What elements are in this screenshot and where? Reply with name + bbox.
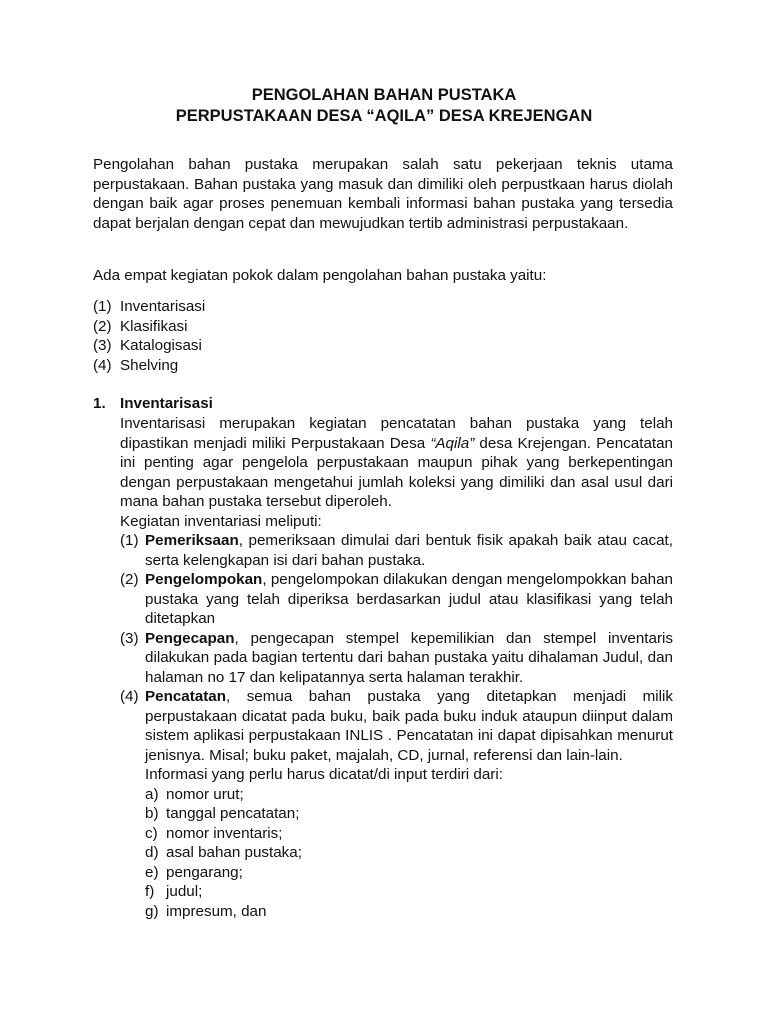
info-list-item (145, 843, 673, 863)
info-item-text: pengarang; (166, 863, 243, 881)
info-item-letter: e) (145, 863, 159, 881)
list-item (93, 356, 205, 376)
activities-intro-paragraph: Ada empat kegiatan pokok dalam pengolahan bahan pustaka yaitu: (93, 267, 547, 284)
info-item-text: judul; (166, 883, 203, 900)
info-item-text: asal bahan pustaka; (166, 844, 302, 861)
activity-number: (3) (120, 629, 139, 647)
list-item (93, 297, 205, 317)
activity-item (120, 687, 673, 765)
section-paragraph (120, 414, 673, 512)
document-subtitle: PERPUSTAKAAN DESA “AQILA” DESA KREJENGAN (175, 107, 593, 125)
info-list-item (145, 804, 673, 824)
activity-item (120, 629, 673, 688)
library-name-emphasis: “Aqila” (430, 434, 475, 452)
info-item-letter: c) (145, 824, 158, 842)
section-body (120, 414, 673, 921)
info-list-item (145, 902, 673, 922)
section-heading: Inventarisasi (120, 395, 213, 412)
info-item-letter: b) (145, 805, 159, 822)
info-item-text: impresum, dan (166, 902, 267, 920)
info-item-letter: f) (145, 883, 155, 900)
activity-term: Pemeriksaan (145, 532, 239, 549)
section-paragraph-part: desa Krejengan. Pencatatan ini penting agar pengelola perpustakaan maupun pihak yang berkepentingan dengan perpustakaan mengetahui jumlah koleksi yang dimiliki dan asal usul dari mana bahan pustaka tersebut diperoleh. (120, 434, 673, 510)
list-item-text: Katalogisasi (120, 337, 202, 354)
list-item-number: (3) (93, 337, 112, 354)
info-list-item (145, 785, 673, 805)
main-activities-list (93, 297, 205, 375)
info-item-text: nomor inventaris; (166, 824, 283, 842)
intro-paragraph: Pengolahan bahan pustaka merupakan salah satu pekerjaan teknis utama perpustakaan. Bahan pustaka yang masuk dan dimiliki oleh perpustkaan harus diolah dengan baik agar proses penemuan kembali informasi bahan pustaka yang tersedia dapat berjalan dengan cepat dan mewujudkan tertib administrasi perpustakaan. (93, 156, 673, 232)
info-item-text: tanggal pencatatan; (166, 805, 300, 822)
list-item (93, 336, 205, 356)
activity-number: (2) (120, 571, 139, 588)
info-item-letter: a) (145, 785, 159, 803)
info-list-item (145, 863, 673, 883)
info-item-letter: d) (145, 844, 159, 861)
list-item-number: (1) (93, 298, 112, 315)
section-paragraph-part: Inventarisasi merupakan kegiatan pencatatan bahan pustaka yang telah dipastikan menjadi miliki Perpustakaan Desa (120, 415, 673, 452)
list-item-text: Klasifikasi (120, 317, 188, 335)
activity-text: , pengelompokan dilakukan dengan mengelompokkan bahan pustaka yang telah diperiksa berdasarkan judul atau klasifikasi yang telah ditetapkan (145, 571, 673, 627)
info-list (120, 785, 673, 922)
activity-term: Pengelompokan (145, 571, 263, 588)
activity-term: Pengecapan (145, 629, 235, 647)
info-item-text: nomor urut; (166, 785, 244, 803)
list-item (93, 317, 205, 337)
activity-term: Pencatatan (145, 688, 227, 705)
info-list-item (145, 824, 673, 844)
document-title: PENGOLAHAN BAHAN PUSTAKA (251, 86, 517, 104)
activity-text: , pengecapan stempel kepemilikian dan stempel inventaris dilakukan pada bagian tertentu dari bahan pustaka yaitu dihalaman Judul, dan halaman no 17 dan kelipatannya serta halaman terakhir. (145, 629, 673, 686)
section-number: 1. (93, 395, 106, 412)
info-item-letter: g) (145, 902, 159, 920)
list-item-number: (4) (93, 356, 112, 374)
activity-item (120, 570, 673, 629)
activity-number: (1) (120, 532, 139, 549)
info-intro: Informasi yang perlu harus dicatat/di input terdiri dari: (145, 766, 503, 783)
activity-text: , pemeriksaan dimulai dari bentuk fisik apakah baik atau cacat, serta kelengkapan isi dari bahan pustaka. (145, 532, 673, 569)
activities-intro: Kegiatan inventariasi meliputi: (120, 512, 322, 530)
activity-item (120, 531, 673, 570)
activity-text: , semua bahan pustaka yang ditetapkan menjadi milik perpustakaan dicatat pada buku, baik pada buku induk ataupun diinput dalam sistem aplikasi perpustakaan INLIS . Pencatatan ini dapat dipisahkan menurut jenisnya. Misal; buku paket, majalah, CD, jurnal, referensi dan lain-lain. (145, 688, 673, 764)
list-item-text: Inventarisasi (120, 298, 206, 315)
list-item-text: Shelving (120, 356, 179, 374)
info-list-item (145, 882, 673, 902)
activity-number: (4) (120, 688, 139, 705)
list-item-number: (2) (93, 317, 112, 335)
